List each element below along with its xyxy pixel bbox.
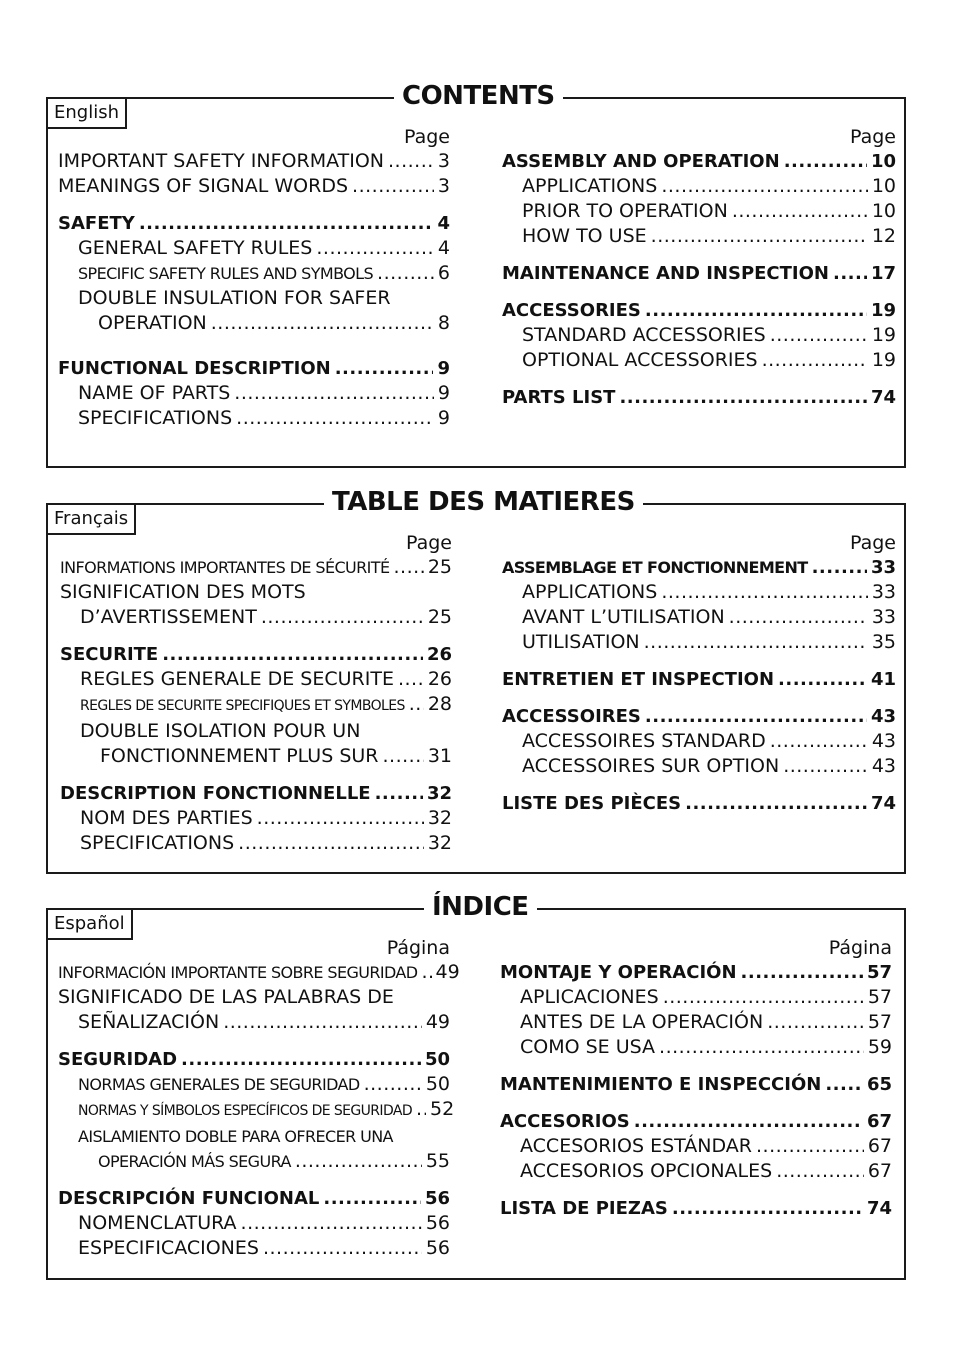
toc-entry[interactable]: IMPORTANT SAFETY INFORMATION ..... 3: [58, 149, 450, 174]
language-tab: Español: [46, 908, 133, 940]
toc-entry[interactable]: INFORMATIONS IMPORTANTES DE SÉCURITÉ ..... 25: [60, 555, 452, 580]
toc-entry[interactable]: UTILISATION ..... 35: [502, 630, 896, 655]
toc-heading[interactable]: FUNCTIONAL DESCRIPTION ..... 9: [58, 356, 450, 381]
toc-entry[interactable]: APLICACIONES ..... 57: [500, 985, 892, 1010]
toc-entry[interactable]: NOMENCLATURA ..... 56: [58, 1211, 450, 1236]
toc-entry[interactable]: MEANINGS OF SIGNAL WORDS ..... 3: [58, 174, 450, 199]
toc-heading[interactable]: MONTAJE Y OPERACIÓN ..... 57: [500, 960, 892, 985]
toc-heading[interactable]: ASSEMBLAGE ET FONCTIONNEMENT ..... 33: [502, 555, 896, 580]
section-title: ÍNDICE: [424, 890, 537, 924]
toc-entry: SIGNIFICADO DE LAS PALABRAS DE: [58, 986, 394, 1008]
toc-entry[interactable]: OPERACIÓN MÁS SEGURA ..... 55: [58, 1149, 450, 1174]
toc-entry[interactable]: SPECIFICATIONS ..... 9: [58, 406, 450, 431]
toc-entry[interactable]: ESPECIFICACIONES ..... 56: [58, 1236, 450, 1261]
toc-left-column: [58, 936, 460, 1261]
toc-entry: DOUBLE ISOLATION POUR UN: [80, 720, 361, 742]
section-title: CONTENTS: [394, 79, 563, 113]
toc-heading[interactable]: ENTRETIEN ET INSPECTION ..... 41: [502, 667, 896, 692]
toc-entry[interactable]: NORMAS GENERALES DE SEGURIDAD ..... 50: [58, 1072, 450, 1097]
toc-heading[interactable]: LISTA DE PIEZAS ..... 74: [500, 1196, 892, 1221]
toc-heading[interactable]: SEGURIDAD ..... 50: [58, 1047, 450, 1072]
toc-section-french: [46, 487, 906, 874]
toc-entry[interactable]: SPECIFIC SAFETY RULES AND SYMBOLS ..... 6: [58, 261, 450, 286]
toc-heading[interactable]: ACCESSOIRES ..... 43: [502, 704, 896, 729]
page-column-label: Página: [386, 937, 450, 959]
toc-section-spanish: [46, 892, 906, 1280]
page-column-label: Page: [850, 126, 896, 148]
toc-entry[interactable]: COMO SE USA ..... 59: [500, 1035, 892, 1060]
toc-entry[interactable]: ACCESORIOS ESTÁNDAR ..... 67: [500, 1134, 892, 1159]
toc-entry[interactable]: APPLICATIONS ..... 10: [502, 174, 896, 199]
toc-entry[interactable]: APPLICATIONS ..... 33: [502, 580, 896, 605]
toc-entry: DOUBLE INSULATION FOR SAFER: [78, 287, 391, 309]
page-column-label: Page: [404, 126, 450, 148]
toc-entry[interactable]: REGLES DE SECURITE SPECIFIQUES ET SYMBOLES ..... 28: [60, 692, 452, 719]
toc-entry[interactable]: ACCESSOIRES SUR OPTION ..... 43: [502, 754, 896, 779]
toc-heading[interactable]: ACCESORIOS ..... 67: [500, 1109, 892, 1134]
toc-heading[interactable]: SECURITE ..... 26: [60, 642, 452, 667]
toc-entry[interactable]: FONCTIONNEMENT PLUS SUR ..... 31: [60, 744, 452, 769]
toc-heading[interactable]: ASSEMBLY AND OPERATION ..... 10: [502, 149, 896, 174]
toc-entry[interactable]: OPTIONAL ACCESSORIES ..... 19: [502, 348, 896, 373]
toc-entry[interactable]: ANTES DE LA OPERACIÓN ..... 57: [500, 1010, 892, 1035]
toc-heading[interactable]: LISTE DES PIÈCES ..... 74: [502, 791, 896, 816]
language-tab: English: [46, 97, 127, 129]
toc-right-column: [502, 531, 896, 816]
toc-entry: AISLAMIENTO DOBLE PARA OFRECER UNA: [78, 1127, 393, 1146]
toc-entry[interactable]: PRIOR TO OPERATION ..... 10: [502, 199, 896, 224]
toc-entry[interactable]: ACCESSOIRES STANDARD ..... 43: [502, 729, 896, 754]
toc-entry[interactable]: D’AVERTISSEMENT ..... 25: [60, 605, 452, 630]
page-column-label: Página: [828, 937, 892, 959]
toc-entry[interactable]: INFORMACIÓN IMPORTANTE SOBRE SEGURIDAD ..... 49: [58, 960, 450, 985]
toc-entry[interactable]: NOM DES PARTIES ..... 32: [60, 806, 452, 831]
toc-entry: SIGNIFICATION DES MOTS: [60, 581, 306, 603]
section-title: TABLE DES MATIERES: [324, 485, 643, 519]
toc-heading[interactable]: SAFETY ..... 4: [58, 211, 450, 236]
toc-entry[interactable]: GENERAL SAFETY RULES ..... 4: [58, 236, 450, 261]
toc-entry[interactable]: AVANT L’UTILISATION ..... 33: [502, 605, 896, 630]
toc-right-column: [502, 125, 896, 410]
toc-entry[interactable]: HOW TO USE ..... 12: [502, 224, 896, 249]
toc-entry[interactable]: NAME OF PARTS ..... 9: [58, 381, 450, 406]
toc-heading[interactable]: MAINTENANCE AND INSPECTION ..... 17: [502, 261, 896, 286]
toc-heading[interactable]: MANTENIMIENTO E INSPECCIÓN ..... 65: [500, 1072, 892, 1097]
language-tab: Français: [46, 503, 136, 535]
toc-heading[interactable]: ACCESSORIES ..... 19: [502, 298, 896, 323]
toc-entry[interactable]: SEÑALIZACIÓN ..... 49: [58, 1010, 450, 1035]
toc-left-column: [58, 125, 450, 431]
toc-heading[interactable]: DESCRIPTION FONCTIONNELLE ..... 32: [60, 781, 452, 806]
page-column-label: Page: [406, 532, 452, 554]
toc-right-column: [500, 936, 892, 1221]
toc-heading[interactable]: PARTS LIST ..... 74: [502, 385, 896, 410]
toc-heading[interactable]: DESCRIPCIÓN FUNCIONAL ..... 56: [58, 1186, 450, 1211]
toc-entry[interactable]: REGLES GENERALE DE SECURITE ..... 26: [60, 667, 452, 692]
toc-entry[interactable]: ACCESORIOS OPCIONALES ..... 67: [500, 1159, 892, 1184]
toc-entry[interactable]: STANDARD ACCESSORIES ..... 19: [502, 323, 896, 348]
toc-entry[interactable]: OPERATION ..... 8: [58, 311, 450, 336]
toc-entry[interactable]: NORMAS Y SÍMBOLOS ESPECÍFICOS DE SEGURIDAD ..... 52: [58, 1097, 450, 1124]
toc-entry[interactable]: SPECIFICATIONS ..... 32: [60, 831, 452, 856]
page-column-label: Page: [850, 532, 896, 554]
toc-left-column: [60, 531, 452, 856]
toc-section-english: [46, 81, 906, 468]
